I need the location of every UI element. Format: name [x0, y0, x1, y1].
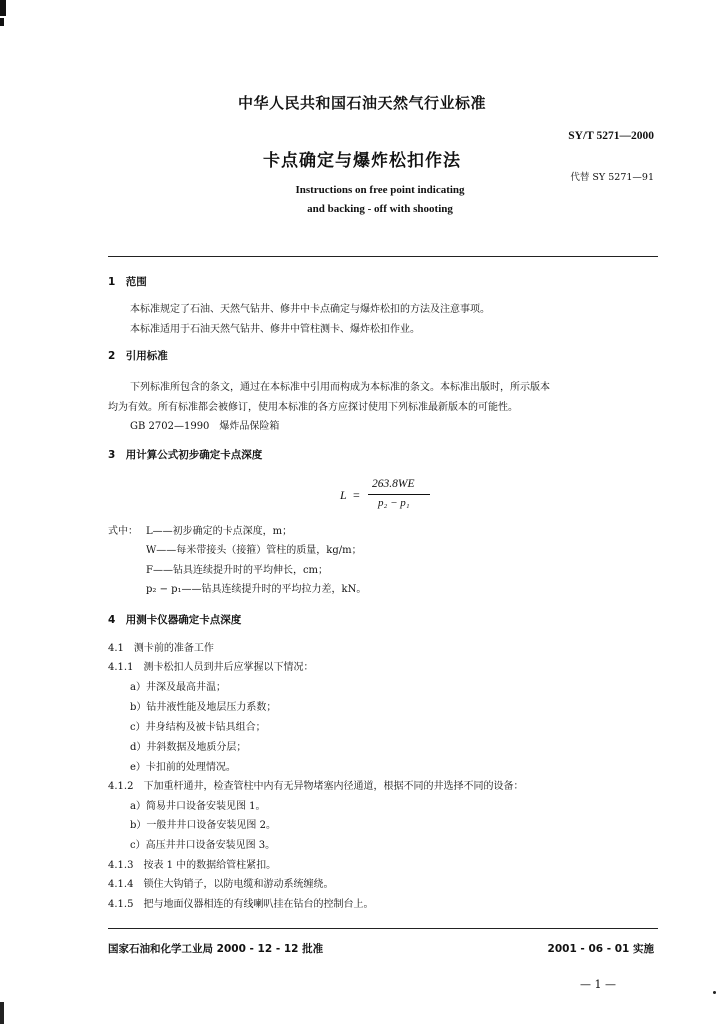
footer-divider — [108, 928, 658, 929]
definition-p: p₂ − p₁——钻具连续提升时的平均拉力差，kN。 — [146, 584, 367, 595]
section-2-heading: 2 引用标准 — [108, 350, 168, 362]
formula-denominator: p₂ − p₁ — [378, 497, 410, 509]
english-title-line2: and backing - off with shooting — [307, 203, 453, 215]
fraction-bar — [368, 494, 430, 495]
section-4-heading: 4 用测卡仪器确定卡点深度 — [108, 614, 242, 626]
definition-L: L——初步确定的卡点深度，m； — [146, 526, 293, 537]
scan-artifact — [0, 18, 4, 26]
standard-code: SY/T 5271—2000 — [568, 130, 654, 142]
list-item: a）简易井口设备安装见图 1。 — [130, 801, 266, 812]
clause-4-1-5: 4.1.5 把与地面仪器相连的有线喇叭挂在钻台的控制台上。 — [108, 899, 374, 910]
replaces-standard: 代替 SY 5271—91 — [570, 172, 654, 183]
scan-artifact — [713, 991, 716, 994]
list-item: a）井深及最高井温； — [130, 682, 226, 693]
section-2-para-1a: 下列标准所包含的条文，通过在本标准中引用而构成为本标准的条文。本标准出版时，所示版本 — [130, 382, 550, 393]
section-2-para-1b: 均为有效。所有标准都会被修订，使用本标准的各方应探讨使用下列标准最新版本的可能性。 — [108, 402, 518, 413]
clause-4-1-2: 4.1.2 下加重杆通井，检查管柱中内有无异物堵塞内径通道，根据不同的井选择不同的设备： — [108, 781, 524, 792]
section-1-para-1: 本标准规定了石油、天然气钻井、修井中卡点确定与爆炸松扣的方法及注意事项。 — [130, 304, 490, 315]
clause-4-1-3: 4.1.3 按表 1 中的数据给管柱紧扣。 — [108, 860, 277, 871]
where-lead: 式中： — [108, 526, 138, 537]
section-3-heading: 3 用计算公式初步确定卡点深度 — [108, 449, 263, 461]
scan-artifact — [0, 1002, 4, 1024]
definition-F: F——钻具连续提升时的平均伸长，cm； — [146, 565, 329, 576]
header-divider — [108, 256, 658, 257]
list-item: c）井身结构及被卡钻具组合； — [130, 722, 266, 733]
effective-date: 2001 - 06 - 01 实施 — [547, 943, 654, 955]
clause-4-1-4: 4.1.4 锁住大钩销子，以防电缆和游动系统缠绕。 — [108, 879, 334, 890]
list-item: b）一般井井口设备安装见图 2。 — [130, 820, 276, 831]
definition-W: W——每米带接头（接箍）管柱的质量，kg/m； — [146, 545, 362, 556]
section-1-heading: 1 范围 — [108, 276, 147, 288]
list-item: c）高压井井口设备安装见图 3。 — [130, 840, 276, 851]
clause-4-1-1: 4.1.1 测卡松扣人员到井后应掌握以下情况： — [108, 662, 314, 673]
scan-artifact — [0, 0, 6, 16]
english-title-line1: Instructions on free point indicating — [295, 184, 465, 196]
list-item: d）井斜数据及地质分层； — [130, 742, 247, 753]
formula-numerator: 263.8WE — [372, 478, 415, 490]
formula-equals: = — [353, 488, 360, 502]
formula-lhs: L — [340, 488, 347, 502]
standard-organization: 中华人民共和国石油天然气行业标准 — [237, 94, 486, 112]
approval-date: 国家石油和化学工业局 2000 - 12 - 12 批准 — [108, 943, 324, 955]
page-number: — 1 — — [580, 978, 616, 991]
clause-4-1: 4.1 测卡前的准备工作 — [108, 643, 214, 654]
section-1-para-2: 本标准适用于石油天然气钻井、修井中管柱测卡、爆炸松扣作业。 — [130, 324, 420, 335]
section-2-reference: GB 2702—1990 爆炸品保险箱 — [130, 421, 280, 432]
list-item: e）卡扣前的处理情况。 — [130, 762, 236, 773]
document-title: 卡点确定与爆炸松扣作法 — [263, 151, 461, 171]
list-item: b）钻井液性能及地层压力系数； — [130, 702, 277, 713]
